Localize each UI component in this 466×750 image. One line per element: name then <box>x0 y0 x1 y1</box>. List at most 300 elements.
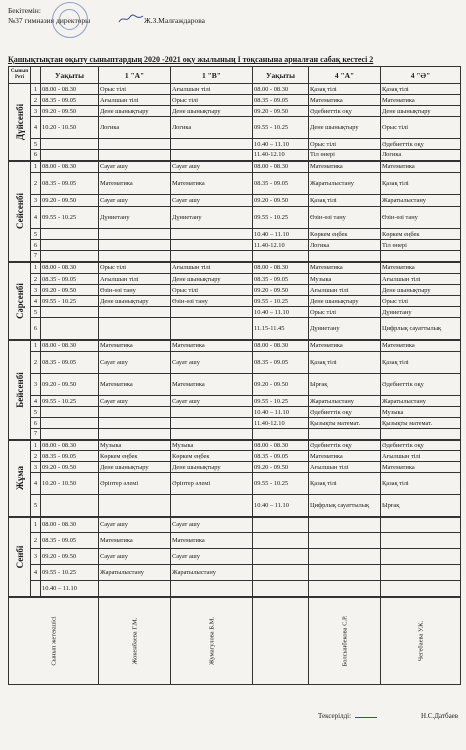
approval-label: Бекітемін: <box>8 6 41 15</box>
class-4a-cell: Логика <box>309 240 381 251</box>
time-4-cell: 08.00 - 08.30 <box>253 161 309 173</box>
class-1b-cell: Математика <box>171 340 253 352</box>
class-1b-cell: Орыс тілі <box>171 95 253 106</box>
teacher-4a-cell <box>309 597 381 685</box>
class-4ae-cell: Әдебиеттік оқу <box>381 139 461 150</box>
class-4a-cell <box>309 517 381 533</box>
time-1-cell <box>41 229 99 240</box>
time-4-cell: 09.55 - 10.25 <box>253 473 309 495</box>
class-1a-cell <box>99 318 171 340</box>
time-1-cell: 09.55 - 10.25 <box>41 296 99 307</box>
class-4a-cell: Дене шынықтыру <box>309 296 381 307</box>
class-1a-cell: Орыс тілі <box>99 84 171 95</box>
class-1a-cell <box>99 581 171 597</box>
time-4-cell: 08.00 - 08.30 <box>253 440 309 451</box>
class-4a-cell <box>309 251 381 262</box>
day-name: Дүйсенбі <box>14 103 25 140</box>
time-1-cell: 09.55 - 10.25 <box>41 396 99 407</box>
order-cell: 4 <box>31 396 41 407</box>
time-1-cell <box>41 240 99 251</box>
time-1-cell: 08.35 - 09.05 <box>41 95 99 106</box>
order-cell: 1 <box>31 84 41 95</box>
class-1b-header: 1 "В" <box>171 67 253 84</box>
order-cell: 4 <box>31 296 41 307</box>
checker-signature <box>355 711 377 718</box>
order-cell: 7 <box>31 429 41 440</box>
time-1-cell: 09.20 - 09.50 <box>41 462 99 473</box>
class-4a-cell: Әдебиеттік оқу <box>309 440 381 451</box>
table-row <box>9 418 461 429</box>
class-1b-cell: Сауат ашу <box>171 352 253 374</box>
order-cell: 4 <box>31 473 41 495</box>
table-row <box>9 229 461 240</box>
day-name: Сәрсенбі <box>14 282 25 319</box>
time-header-primary: Уақыты <box>41 67 99 84</box>
class-4ae-cell <box>381 429 461 440</box>
class-4a-cell: Цифрлық сауаттылық <box>309 495 381 517</box>
class-4a-cell: Музыка <box>309 274 381 285</box>
class-4a-cell: Қызықты математ. <box>309 418 381 429</box>
time-4-cell: 10.40 – 11.10 <box>253 495 309 517</box>
time-1-cell <box>41 407 99 418</box>
class-4a-cell <box>309 533 381 549</box>
director-signature <box>118 14 144 24</box>
table-row <box>9 95 461 106</box>
class-4ae-cell: Математика <box>381 161 461 173</box>
class-1b-cell: Сауат ашу <box>171 161 253 173</box>
class-4a-cell: Дене шынықтыру <box>309 117 381 139</box>
time-4-cell: 08.35 - 09.05 <box>253 274 309 285</box>
class-1a-cell: Дене шынықтыру <box>99 296 171 307</box>
table-row <box>9 429 461 440</box>
class-4ae-cell: Цифрлық сауаттылық <box>381 318 461 340</box>
class-1b-cell: Сауат ашу <box>171 396 253 407</box>
class-1b-cell <box>171 495 253 517</box>
class-1a-cell: Математика <box>99 340 171 352</box>
class-1a-cell: Жаратылыстану <box>99 565 171 581</box>
class-4ae-cell <box>381 565 461 581</box>
teacher-1a: Жокенбаева Г.М. <box>131 617 138 664</box>
class-1b-cell <box>171 581 253 597</box>
checker-name: Н.С.Датбаев <box>421 712 459 720</box>
order-cell: 1 <box>31 340 41 352</box>
time-1-cell <box>41 307 99 318</box>
class-4a-cell <box>309 565 381 581</box>
class-1a-cell <box>99 240 171 251</box>
class-4ae-cell: Дене шынықтыру <box>381 106 461 117</box>
time-1-cell <box>41 251 99 262</box>
order-header <box>31 67 41 84</box>
class-1a-cell: Ағылшын тілі <box>99 95 171 106</box>
table-row <box>9 161 461 173</box>
order-cell: 4 <box>31 207 41 229</box>
day-name: Жұма <box>14 466 25 490</box>
table-row <box>9 549 461 565</box>
page-title: Қашықтықтан оқыту сыныптардың 2020 -2021 оқу жылының І тоқсанына арналған сабақ кестесі 2 <box>8 55 374 64</box>
order-cell: 3 <box>31 374 41 396</box>
class-1b-cell <box>171 240 253 251</box>
class-1a-cell: Дүниетану <box>99 207 171 229</box>
time-1-cell: 08.00 - 08.30 <box>41 440 99 451</box>
time-1-cell: 09.20 - 09.50 <box>41 549 99 565</box>
time-4-cell: 11.15-11.45 <box>253 318 309 340</box>
time-1-cell <box>41 495 99 517</box>
time-1-cell: 08.00 - 08.30 <box>41 161 99 173</box>
time-4-cell <box>253 565 309 581</box>
table-row <box>9 274 461 285</box>
class-teacher-label: Сынып жетекшісі <box>50 615 57 666</box>
class-1b-cell <box>171 229 253 240</box>
time-4-cell: 08.00 - 08.30 <box>253 84 309 95</box>
class-1a-cell <box>99 418 171 429</box>
class-1b-cell: Орыс тілі <box>171 285 253 296</box>
table-row <box>9 340 461 352</box>
class-4ae-cell: Жаратылыстану <box>381 195 461 207</box>
class-4ae-cell: Дене шынықтыру <box>381 285 461 296</box>
class-1a-cell <box>99 495 171 517</box>
class-1a-cell: Дене шынықтыру <box>99 106 171 117</box>
order-cell: 2 <box>31 274 41 285</box>
class-1b-cell <box>171 407 253 418</box>
class-1a-cell: Сауат ашу <box>99 352 171 374</box>
time-1-cell: 08.00 - 08.30 <box>41 340 99 352</box>
order-cell: 2 <box>31 451 41 462</box>
class-1a-cell: Сауат ашу <box>99 549 171 565</box>
teachers-row <box>9 597 461 685</box>
table-row <box>9 407 461 418</box>
time-1-cell: 08.35 - 09.05 <box>41 274 99 285</box>
teacher-4a: Болсынбекова С.Р. <box>341 615 348 666</box>
time-4-cell: 10.40 – 11.10 <box>253 407 309 418</box>
order-cell <box>31 581 41 597</box>
time-1-cell: 08.35 - 09.05 <box>41 533 99 549</box>
class-1a-cell <box>99 429 171 440</box>
class-4ae-cell <box>381 549 461 565</box>
class-4a-cell: Дүниетану <box>309 318 381 340</box>
class-4a-cell: Жаратылыстану <box>309 396 381 407</box>
table-row <box>9 296 461 307</box>
class-1b-cell: Математика <box>171 374 253 396</box>
order-cell: 3 <box>31 195 41 207</box>
time-4-cell: 10.40 – 11.10 <box>253 139 309 150</box>
table-row <box>9 533 461 549</box>
order-cell: 2 <box>31 533 41 549</box>
class-1a-cell: Логика <box>99 117 171 139</box>
schedule-table <box>8 66 461 685</box>
class-4ae-cell: Қазақ тілі <box>381 352 461 374</box>
teacher-1b-cell <box>171 597 253 685</box>
time-1-cell: 09.55 - 10.25 <box>41 565 99 581</box>
class-4ae-cell: Өзін-өзі тану <box>381 207 461 229</box>
class-4a-header: 4 "А" <box>309 67 381 84</box>
day-cell <box>9 340 31 440</box>
teacher-1b: Жумагулова Б.М. <box>208 616 215 665</box>
time-4-cell <box>253 533 309 549</box>
time-4-cell: 09.55 - 10.25 <box>253 296 309 307</box>
class-4ae-cell: Жаратылыстану <box>381 396 461 407</box>
day-cell <box>9 161 31 262</box>
class-4ae-cell: Математика <box>381 262 461 274</box>
class-4a-cell: Көркем еңбек <box>309 229 381 240</box>
class-4ae-cell: Тіл өнері <box>381 240 461 251</box>
class-1b-cell <box>171 318 253 340</box>
order-cell: 3 <box>31 549 41 565</box>
table-row <box>9 195 461 207</box>
teacher-4ae: Чегебаева У.К. <box>417 620 424 661</box>
time-1-cell <box>41 318 99 340</box>
class-4ae-cell: Математика <box>381 462 461 473</box>
table-row <box>9 495 461 517</box>
time-1-cell: 08.35 - 09.05 <box>41 173 99 195</box>
class-4a-cell: Тіл өнері <box>309 150 381 161</box>
class-4a-cell: Қазақ тілі <box>309 352 381 374</box>
table-row <box>9 318 461 340</box>
class-4ae-cell: Дүниетану <box>381 307 461 318</box>
class-1a-cell: Өзін-өзі тану <box>99 285 171 296</box>
table-row <box>9 240 461 251</box>
time-4-cell: 08.35 - 09.05 <box>253 95 309 106</box>
class-4ae-cell: Әдебиеттік оқу <box>381 374 461 396</box>
class-1b-cell: Әріптер әлемі <box>171 473 253 495</box>
class-4a-cell: Әдебиеттік оқу <box>309 407 381 418</box>
order-cell: 6 <box>31 240 41 251</box>
table-row <box>9 285 461 296</box>
order-cell: 5 <box>31 139 41 150</box>
time-header-secondary: Уақыты <box>253 67 309 84</box>
order-cell: 3 <box>31 462 41 473</box>
order-cell: 6 <box>31 318 41 340</box>
school-stamp <box>52 2 88 38</box>
class-1b-cell: Сауат ашу <box>171 517 253 533</box>
order-cell: 7 <box>31 251 41 262</box>
time-1-cell: 08.35 - 09.05 <box>41 352 99 374</box>
order-cell: 2 <box>31 173 41 195</box>
class-1b-cell: Математика <box>171 173 253 195</box>
class-1b-cell: Дене шынықтыру <box>171 106 253 117</box>
table-row <box>9 352 461 374</box>
order-cell: 1 <box>31 517 41 533</box>
order-cell: 3 <box>31 285 41 296</box>
order-cell: 5 <box>31 307 41 318</box>
time-1-cell: 09.20 - 09.50 <box>41 195 99 207</box>
class-1a-cell: Сауат ашу <box>99 161 171 173</box>
director-name: Ж.З.Малғаждарова <box>143 16 205 25</box>
time-4-cell: 08.35 - 09.05 <box>253 451 309 462</box>
time-1-cell: 10.40 – 11.10 <box>41 581 99 597</box>
class-4ae-cell: Қазақ тілі <box>381 173 461 195</box>
table-row <box>9 473 461 495</box>
class-4a-cell: Математика <box>309 340 381 352</box>
table-row <box>9 307 461 318</box>
class-1a-cell: Сауат ашу <box>99 396 171 407</box>
time-4-cell: 10.40 – 11.10 <box>253 229 309 240</box>
class-1a-cell: Математика <box>99 173 171 195</box>
time-1-cell: 09.20 - 09.50 <box>41 285 99 296</box>
class-1b-cell <box>171 251 253 262</box>
teacher-4ae-cell <box>381 597 461 685</box>
day-cell <box>9 517 31 597</box>
table-row <box>9 173 461 195</box>
class-4ae-cell: Ағылшын тілі <box>381 274 461 285</box>
time-4-cell <box>253 549 309 565</box>
class-4ae-cell <box>381 251 461 262</box>
class-1b-cell: Дүниетану <box>171 207 253 229</box>
class-1b-cell: Дене шынықтыру <box>171 274 253 285</box>
class-1a-cell: Ағылшын тілі <box>99 274 171 285</box>
class-1b-cell: Музыка <box>171 440 253 451</box>
time-1-cell: 09.20 - 09.50 <box>41 374 99 396</box>
time-1-cell: 09.55 - 10.25 <box>41 207 99 229</box>
order-cell: 1 <box>31 440 41 451</box>
class-4a-cell: Қазақ тілі <box>309 195 381 207</box>
class-1a-cell: Дене шынықтыру <box>99 462 171 473</box>
class-1b-cell: Ағылшын тілі <box>171 262 253 274</box>
order-cell: 1 <box>31 161 41 173</box>
class-1a-cell: Орыс тілі <box>99 262 171 274</box>
class-1a-cell <box>99 307 171 318</box>
time-1-cell: 09.20 - 09.50 <box>41 106 99 117</box>
class-1a-header: 1 "А" <box>99 67 171 84</box>
class-1a-cell: Көркем еңбек <box>99 451 171 462</box>
class-1b-cell: Жаратылыстану <box>171 565 253 581</box>
table-row <box>9 117 461 139</box>
class-4a-cell: Қазақ тілі <box>309 84 381 95</box>
class-teacher-label-cell <box>9 597 99 685</box>
class-1a-cell <box>99 251 171 262</box>
order-cell: 1 <box>31 262 41 274</box>
day-cell <box>9 84 31 161</box>
class-4ae-cell: Қазақ тілі <box>381 473 461 495</box>
time-4-cell: 11.40-12.10 <box>253 150 309 161</box>
class-4ae-cell <box>381 517 461 533</box>
order-cell: 4 <box>31 117 41 139</box>
day-name: Бейсенбі <box>14 371 25 408</box>
time-4-cell: 11.40-12.10 <box>253 418 309 429</box>
class-1a-cell: Математика <box>99 374 171 396</box>
class-1a-cell: Әріптер әлемі <box>99 473 171 495</box>
class-4a-cell: Қазақ тілі <box>309 473 381 495</box>
time-4-cell: 09.55 - 10.25 <box>253 117 309 139</box>
class-1b-cell: Математика <box>171 533 253 549</box>
time-4-cell: 08.35 - 09.05 <box>253 173 309 195</box>
time-4-cell: 08.00 - 08.30 <box>253 340 309 352</box>
order-cell: 5 <box>31 495 41 517</box>
class-1b-cell: Сауат ашу <box>171 195 253 207</box>
class-1a-cell: Сауат ашу <box>99 517 171 533</box>
time-4-cell: 10.40 – 11.10 <box>253 307 309 318</box>
class-1b-cell <box>171 418 253 429</box>
table-row <box>9 262 461 274</box>
class-4ae-cell: Математика <box>381 340 461 352</box>
order-cell: 6 <box>31 150 41 161</box>
table-row <box>9 396 461 407</box>
class-1b-cell: Логика <box>171 117 253 139</box>
class-4ae-cell: Музыка <box>381 407 461 418</box>
teacher-1a-cell <box>99 597 171 685</box>
time-4-cell: 09.20 - 09.50 <box>253 195 309 207</box>
time-4-cell: 09.20 - 09.50 <box>253 285 309 296</box>
time-4-cell: 09.55 - 10.25 <box>253 396 309 407</box>
header <box>8 6 205 25</box>
class-4a-cell: Ағылшын тілі <box>309 285 381 296</box>
time-4-cell <box>253 251 309 262</box>
order-cell: 4 <box>31 565 41 581</box>
order-cell: 3 <box>31 106 41 117</box>
class-4ae-cell <box>381 533 461 549</box>
class-4a-cell: Орыс тілі <box>309 307 381 318</box>
class-4a-cell: Ағылшын тілі <box>309 462 381 473</box>
class-1b-cell: Өзін-өзі тану <box>171 296 253 307</box>
class-4ae-cell: Орыс тілі <box>381 117 461 139</box>
class-4ae-cell: Логика <box>381 150 461 161</box>
time-4-cell: 09.20 - 09.50 <box>253 374 309 396</box>
time-1-cell: 10.20 - 10.50 <box>41 473 99 495</box>
table-row <box>9 139 461 150</box>
class-1a-cell: Музыка <box>99 440 171 451</box>
time-4-cell <box>253 429 309 440</box>
time-4-cell: 11.40-12.10 <box>253 240 309 251</box>
day-cell <box>9 262 31 340</box>
time-1-cell <box>41 139 99 150</box>
time-1-cell <box>41 418 99 429</box>
table-header-row <box>9 67 461 84</box>
class-4a-cell: Ырғақ <box>309 374 381 396</box>
class-1b-cell: Ағылшын тілі <box>171 84 253 95</box>
table-row <box>9 517 461 533</box>
time-4-cell: 08.35 - 09.05 <box>253 352 309 374</box>
class-1b-cell <box>171 429 253 440</box>
table-row <box>9 581 461 597</box>
order-cell: 6 <box>31 418 41 429</box>
time-1-cell: 08.35 - 09.05 <box>41 451 99 462</box>
time-4-cell <box>253 581 309 597</box>
time-1-cell: 08.00 - 08.30 <box>41 517 99 533</box>
table-row <box>9 440 461 451</box>
class-4ae-cell: Ырғақ <box>381 495 461 517</box>
class-1b-cell <box>171 139 253 150</box>
class-4a-cell <box>309 429 381 440</box>
class-1b-cell <box>171 307 253 318</box>
table-row <box>9 451 461 462</box>
day-name: Сенбі <box>14 545 25 568</box>
class-4a-cell: Математика <box>309 161 381 173</box>
class-1b-cell: Дене шынықтыру <box>171 462 253 473</box>
day-cell <box>9 440 31 517</box>
class-1a-cell <box>99 150 171 161</box>
class-4a-cell: Орыс тілі <box>309 139 381 150</box>
time-1-cell: 10.20 - 10.50 <box>41 117 99 139</box>
time-4-cell <box>253 517 309 533</box>
checked-label: Тексерілді: <box>318 712 352 720</box>
class-4ae-cell: Математика <box>381 95 461 106</box>
order-cell: 5 <box>31 407 41 418</box>
time-4-cell: 09.55 - 10.25 <box>253 207 309 229</box>
time-1-cell <box>41 429 99 440</box>
class-4ae-cell: Әдебиеттік оқу <box>381 440 461 451</box>
class-4a-cell: Жаратылыстану <box>309 173 381 195</box>
class-4a-cell: Математика <box>309 262 381 274</box>
class-4ae-cell: Көркем еңбек <box>381 229 461 240</box>
class-1a-cell: Сауат ашу <box>99 195 171 207</box>
time-1-cell: 08.00 - 08.30 <box>41 84 99 95</box>
director-title: №37 гимназия директоры <box>8 16 91 25</box>
class-4ae-cell: Орыс тілі <box>381 296 461 307</box>
class-4a-cell <box>309 581 381 597</box>
class-1b-cell: Сауат ашу <box>171 549 253 565</box>
time-1-cell <box>41 150 99 161</box>
spacer-cell <box>253 597 309 685</box>
table-row <box>9 462 461 473</box>
